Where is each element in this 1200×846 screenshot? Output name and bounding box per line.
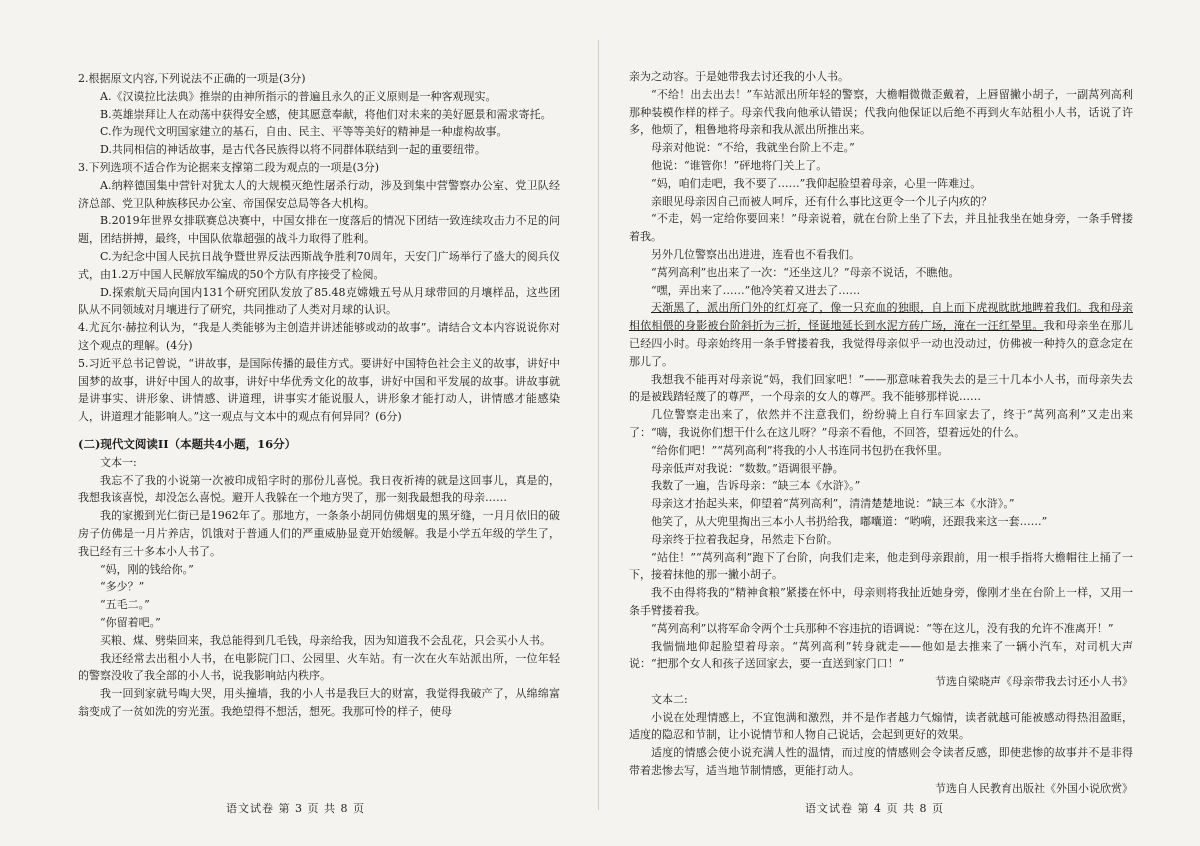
question-2-option-d: D.共同相信的神话故事，是古代各民族得以将不同群体联结到一起的重要纽带。 <box>100 143 486 157</box>
text-1-cont-22: “莴列高利”以将军命令两个士兵那种不容违抗的语调说：“等在这儿，没有我的允许不准离开！” <box>651 621 1114 635</box>
question-3-stem: 3.下列选项不适合作为论据来支撑第二段为观点的一项是(3分) <box>78 160 380 174</box>
text-2-label: 文本二: <box>651 692 688 706</box>
question-3-option-a: A.纳粹德国集中营针对犹太人的大规模灭绝性屠杀行动，涉及到集中营警察办公室、党卫队经济总部、党卫队种族移民办公室、帝国保安总局等各大机构。 <box>78 178 560 210</box>
text-1-cont-20: “站住！”“莴列高利”跑下了台阶，向我们走来，他走到母亲跟前，用一根手指将大檐帽往上捅了一下，接着抹他的那一撇小胡子。 <box>629 550 1133 582</box>
text-1-cont-5: “妈，咱们走吧，我不要了……”我仰起脸望着母亲，心里一阵难过。 <box>651 176 982 190</box>
question-2-option-b: B.英雄崇拜让人在动荡中获得安全感，使其愿意奉献，将他们对未来的美好愿景和需求寄托。 <box>100 107 552 121</box>
text-1-para-8: 我还经常去出租小人书，在电影院门口、公园里、火车站。有一次在火车站派出所，一位年轻的警察没收了我全部的小人书，说我影响站内秩序。 <box>78 651 560 683</box>
text-1-para-6: “你留着吧。” <box>100 615 161 629</box>
text-1-cont-15: 母亲低声对我说：“数数。”语调很平静。 <box>651 461 844 475</box>
text-1-cont-16: 我数了一遍，告诉母亲：“缺三本《水浒》。” <box>651 479 861 493</box>
page-divider <box>598 40 599 810</box>
text-1-cont-17: 母亲这才抬起头来，仰望着“莴列高利”，清清楚楚地说：“缺三本《水浒》。” <box>651 497 1015 511</box>
question-3-option-c: C.为纪念中国人民抗日战争暨世界反法西斯战争胜利70周年，天安门广场举行了盛大的阅兵仪式，由1.2万中国人民解放军编成的50个方队有序接受了检阅。 <box>78 249 560 281</box>
text-1-cont-12: 我想我不能再对母亲说“妈，我们回家吧！”——那意味着我失去的是三十几本小人书，而母亲失去的是被践踏轻蔑了的尊严，一个母亲的女人的尊严。我不能够那样说…… <box>629 372 1133 404</box>
question-4: 4.尤瓦尔·赫拉利认为，“我是人类能够为主创造并讲述能够或动的故事”。请结合文本内容说说你对这个观点的理解。(4分) <box>78 321 560 352</box>
text-1-para-1: 我忘不了我的小说第一次被印成铅字时的那份儿喜悦。我日夜祈祷的就是这回事儿，真是的，我想我该喜悦，却没怎么喜悦。避开人我躲在一个地方哭了，那一刻我最想我的母亲…… <box>78 473 560 505</box>
page-3 <box>0 0 590 846</box>
question-3-option-b: B.2019年世界女排联赛总决赛中，中国女排在一度落后的情况下团结一致连续攻击力不足的问题，团结拼搏，最终，中国队依靠超强的战斗力取得了胜利。 <box>78 214 560 246</box>
question-2-option-c: C.作为现代文明国家建立的基石，自由、民主、平等等美好的精神是一种虚构故事。 <box>100 125 508 139</box>
text-1-cont-19: 母亲终于拉着我起身，吊然走下台阶。 <box>651 532 838 546</box>
text-1-source: 节选自梁晓声《母亲带我去讨还小人书》 <box>935 675 1133 689</box>
text-1-cont-3: 母亲对他说：“不给，我就坐台阶上不走。” <box>651 141 855 155</box>
text-1-label: 文本一: <box>100 455 137 469</box>
text-1-cont-18: 他笑了，从大兜里掏出三本小人书扔给我，嘟囔道：“哟嗬，还跟我来这一套……” <box>651 514 1048 528</box>
text-1-cont-23: 我惴惴地仰起脸望着母亲。“莴列高利”转身就走——他如是去推来了一辆小汽车，对司机大声说：“把那个女人和孩子送回家去，要一直送到家门口！” <box>629 639 1133 671</box>
page-4 <box>605 0 1195 846</box>
text-1-cont-11 <box>629 299 1133 370</box>
text-1-cont-10: “嘿，弄出来了……”他冷笑着又进去了…… <box>651 283 861 297</box>
text-1-cont-8: 另外几位警察出出进进，连看也不看我们。 <box>651 247 860 261</box>
underlined-passage: 天渐黑了，派出所门外的红灯亮了，像一只充血的独眼，自上而下虎视眈眈地睥着我们。我和母亲相依相偎的身影被台阶斜折为三折，怪诞地延长到水泥方砖广场，淹在一汪红晕里。 <box>629 301 1133 333</box>
text-1-para-7: 买粮、煤、劈柴回来，我总能得到几毛钱，母亲给我，因为知道我不会乱花，只会买小人书。 <box>100 633 551 647</box>
text-1-cont-1: 亲为之动容。于是她带我去讨还我的小人书。 <box>629 70 849 83</box>
text-2-para-2: 适度的情感会使小说充满人性的温情，而过度的情感则会令读者反感，即使悲惨的故事并不是非得带着悲惨去写，适当地节制情感，更能打动人。 <box>629 746 1133 778</box>
text-1-cont-4: 他说：“谁管你！”砰地将门关上了。 <box>651 158 828 172</box>
text-1-cont-6: 亲眼见母亲因自己而被人呵斥，还有什么事比这更令一个儿子内疚的？ <box>651 194 992 208</box>
text-1-para-4: “多少？” <box>100 580 145 594</box>
text-1-cont-2: “不给！出去出去！”车站派出所年轻的警察，大檐帽微微歪戴着，上唇留撇小胡子，一副莴列高利那种装模作样的样子。母亲代我向他承认错误；代我向他保证以后绝不再到火车站租小人书，话说了许多，他烦了，粗鲁地将母亲和我从派出所推出来。 <box>629 87 1133 137</box>
text-1-cont-14: “给你们吧！”“莴列高利”将我的小人书连同书包扔在我怀里。 <box>651 443 949 457</box>
text-1-cont-21: 我不由得将我的“精神食粮”紧搂在怀中，母亲则将我扯近她身旁，像刚才坐在台阶上一样，又用一条手臂搂着我。 <box>629 586 1133 617</box>
question-2-stem: 2.根据原文内容,下列说法不正确的一项是(3分) <box>78 72 306 85</box>
text-1-para-9: 我一回到家就号啕大哭，用头撞墙，我的小人书是我巨大的财富，我觉得我破产了，从绵绵富翁变成了一贫如洗的穷光蛋。我绝望得不想活，想死。我那可怜的样子，使母 <box>78 687 560 718</box>
text-1-cont-9: “莴列高利”也出来了一次：“还坐这儿？”母亲不说话，不瞧他。 <box>651 265 960 279</box>
text-1-para-5: “五毛二。” <box>100 598 150 612</box>
question-2-option-a: A.《汉谟拉比法典》推崇的由神所指示的普遍且永久的正义原则是一种客观现实。 <box>100 89 497 103</box>
question-5: 5.习近平总书记曾说，“讲故事，是国际传播的最佳方式。要讲好中国特色社会主义的故事，讲好中国梦的故事，讲好中国人的故事，讲好中华优秀文化的故事，讲好中国和平发展的故事。讲故事就是讲事实、讲形象、讲情感、讲道理，讲事实才能说服人，讲形象才能打动人，讲情感才能感染人，讲道理才能影响人。”这一观点与文本中的观点有何异同？(6分) <box>78 356 560 424</box>
text-2-source: 节选自人民教育出版社《外国小说欣赏》 <box>935 781 1133 795</box>
question-3-option-d: D.探索航天局向国内131个研究团队发放了85.48克嫦娥五号从月球带回的月壤样品，这些团队从不同领域对月壤进行了研究，共同推动了人类对月球的认识。 <box>78 285 560 317</box>
page-footer-right: 语文试卷 第 4 页 共 8 页 <box>805 802 944 815</box>
page-footer-left: 语文试卷 第 3 页 共 8 页 <box>226 802 365 815</box>
section-2-heading: (二)现代文阅读II（本题共4小题，16分） <box>78 436 297 451</box>
text-1-cont-13: 几位警察走出来了，依然并不注意我们，纷纷骑上自行车回家去了，终于“莴列高利”又走出来了：“嗨，我说你们想干什么在这儿呀？”母亲不看他，不回答，望着远处的什么。 <box>629 408 1133 439</box>
text-1-cont-7: “不走，妈一定给你要回来！”母亲说着，就在台阶上坐了下去，并且扯我坐在她身旁，一条手臂搂着我。 <box>629 212 1133 244</box>
text-1-para-2: 我的家搬到光仁街已是1962年了。那地方，一条条小胡同仿佛烟鬼的黑牙缝，一月月依旧的破房子仿佛是一月片养店，饥饿对于普通人们的严重威胁显竟开始缓解。我是小学五年级的学生了，我已经有三十多本小人书了。 <box>78 509 560 558</box>
text-2-para-1: 小说在处理情感上，不宜饱满和激烈，并不是作者越力气煽情，读者就越可能被感动得热泪盈眶，适度的隐忍和节制，让小说情节和人物自己说话，会起到更好的效果。 <box>629 710 1133 742</box>
text-1-cont-11-rest: 我和母亲坐在那儿已经四小时。母亲始终用一条手臂搂着我，我觉得母亲似乎一动也没动过，仿佛被一种持久的意念定在那儿了。 <box>629 319 1134 368</box>
text-1-para-3: “妈，刚的钱给你。” <box>100 562 194 576</box>
